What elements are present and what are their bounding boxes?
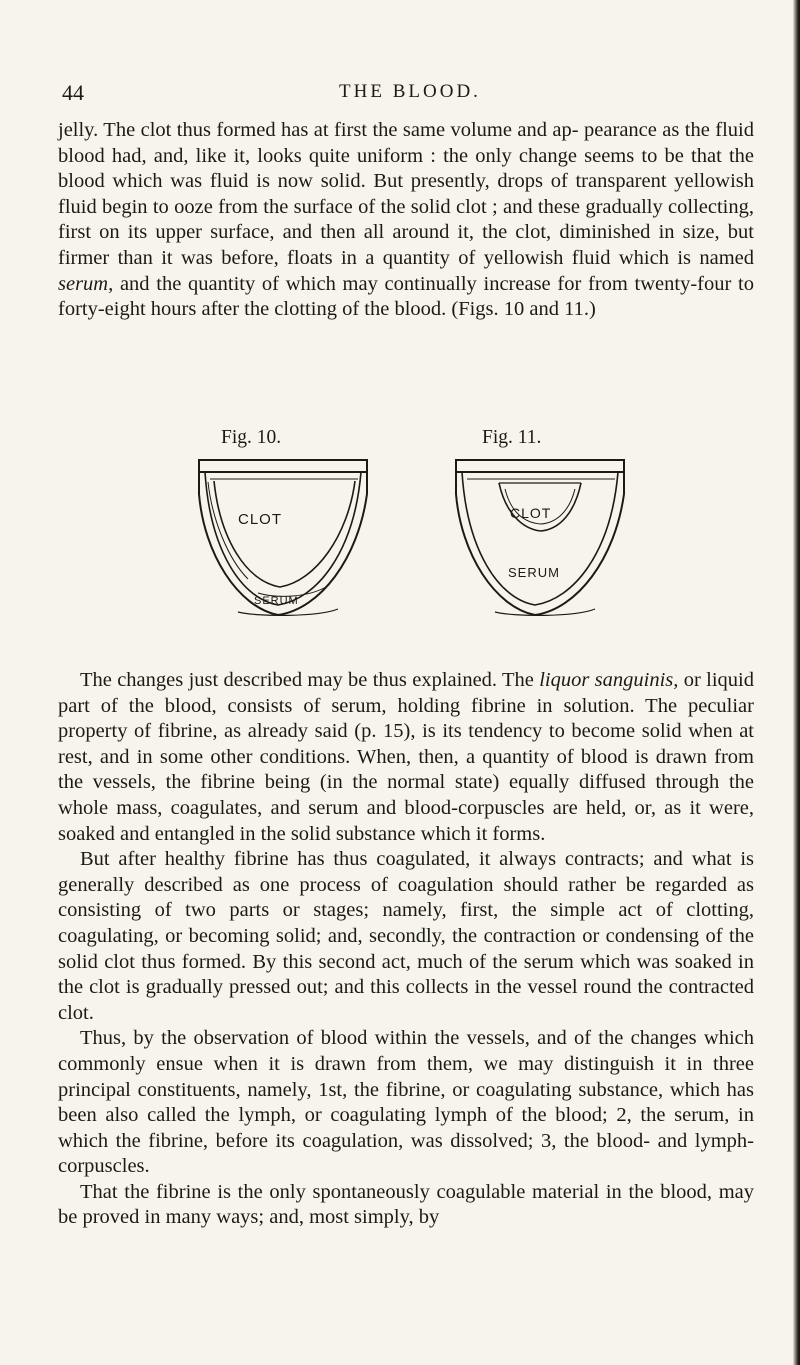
term-serum: serum, — [58, 272, 114, 295]
paragraph-serum-formation — [58, 118, 754, 323]
paragraph-text: and the quantity of which may continually increase for from twenty-four to forty-eight hours after the clotting of the blood. (Figs. 10 and 11.) — [58, 272, 754, 321]
paragraph-text: or liquid part of the blood, consists of serum, holding fibrine in solution. The peculiar property of fibrine, as already said (p. 15), is its tendency to become solid when at rest, and in some other conditions. When, then, a quantity of blood is drawn from the vessels, the fibrine being (in the normal state) equally diffused through the whole mass, coagulates, and serum and blood-corpuscles are held, or, as it were, soaked and entangled in the solid substance which it forms. — [58, 669, 754, 845]
paragraph-text: jelly. The clot thus formed has at first the same volume and ap- pearance as the fluid blood had, and, like it, looks quite uniform : the only change seems to be that the blood which was fluid is now solid. But presently, drops of transparent yellowish fluid begin to ooze from the surface of the solid clot ; and these gradually collecting, first on its upper surface, and then all around it, the clot, diminished in size, but firmer than it was before, floats in a quantity of yellowish fluid which is named — [58, 119, 754, 269]
page-edge-shadow — [793, 0, 800, 1365]
fig-10-serum-label: SERUM — [254, 595, 299, 607]
paragraph-explanation — [58, 668, 754, 847]
paragraph-constituents: Thus, by the observation of blood within the vessels, and of the changes which commonly ensue when it is drawn from them, we may distinguish it in three principal constituents, namely, 1st, the fibrine, or coagulating substance, which has been also called the lymph, or coagulating lymph of the blood; 2, the serum, in which the fibrine, before its coagulation, was dissolved; 3, the blood- and lymph-corpuscles. — [58, 1027, 754, 1178]
fig-11-caption: Fig. 11. — [482, 427, 542, 448]
fig-11-serum-label: SERUM — [508, 565, 560, 580]
body-text-continued — [58, 668, 754, 1231]
page-header — [60, 80, 760, 110]
fig-11-clot-label: CLOT — [510, 505, 552, 521]
page-number: 44 — [62, 80, 84, 105]
paragraph-fibrine: That the fibrine is the only spontaneously coagulable material in the blood, may be proved in many ways; and, most simply, by — [58, 1180, 754, 1229]
fig-11-vessel-drawing — [455, 459, 625, 619]
figures-row — [0, 427, 800, 657]
paragraph-text: The changes just described may be thus explained. The — [80, 669, 540, 691]
term-liquor-sanguinis: liquor sanguinis, — [539, 669, 679, 691]
fig-10-vessel-illustration — [198, 459, 368, 619]
running-head: THE BLOOD. — [339, 81, 481, 102]
fig-10-clot-label: CLOT — [238, 511, 283, 528]
fig-11-vessel-illustration — [455, 459, 625, 619]
fig-10-caption: Fig. 10. — [221, 427, 282, 448]
paragraph-contraction: But after healthy fibrine has thus coagulated, it always contracts; and what is generally described as one process of coagulation should rather be regarded as consisting of two parts or stages; namely, first, the simple act of clotting, coagulating, or becoming solid; and, secondly, the contraction or condensing of the solid clot thus formed. By this second act, much of the serum which was soaked in the clot is gradually pressed out; and this collects in the vessel round the contracted clot. — [58, 848, 754, 1024]
